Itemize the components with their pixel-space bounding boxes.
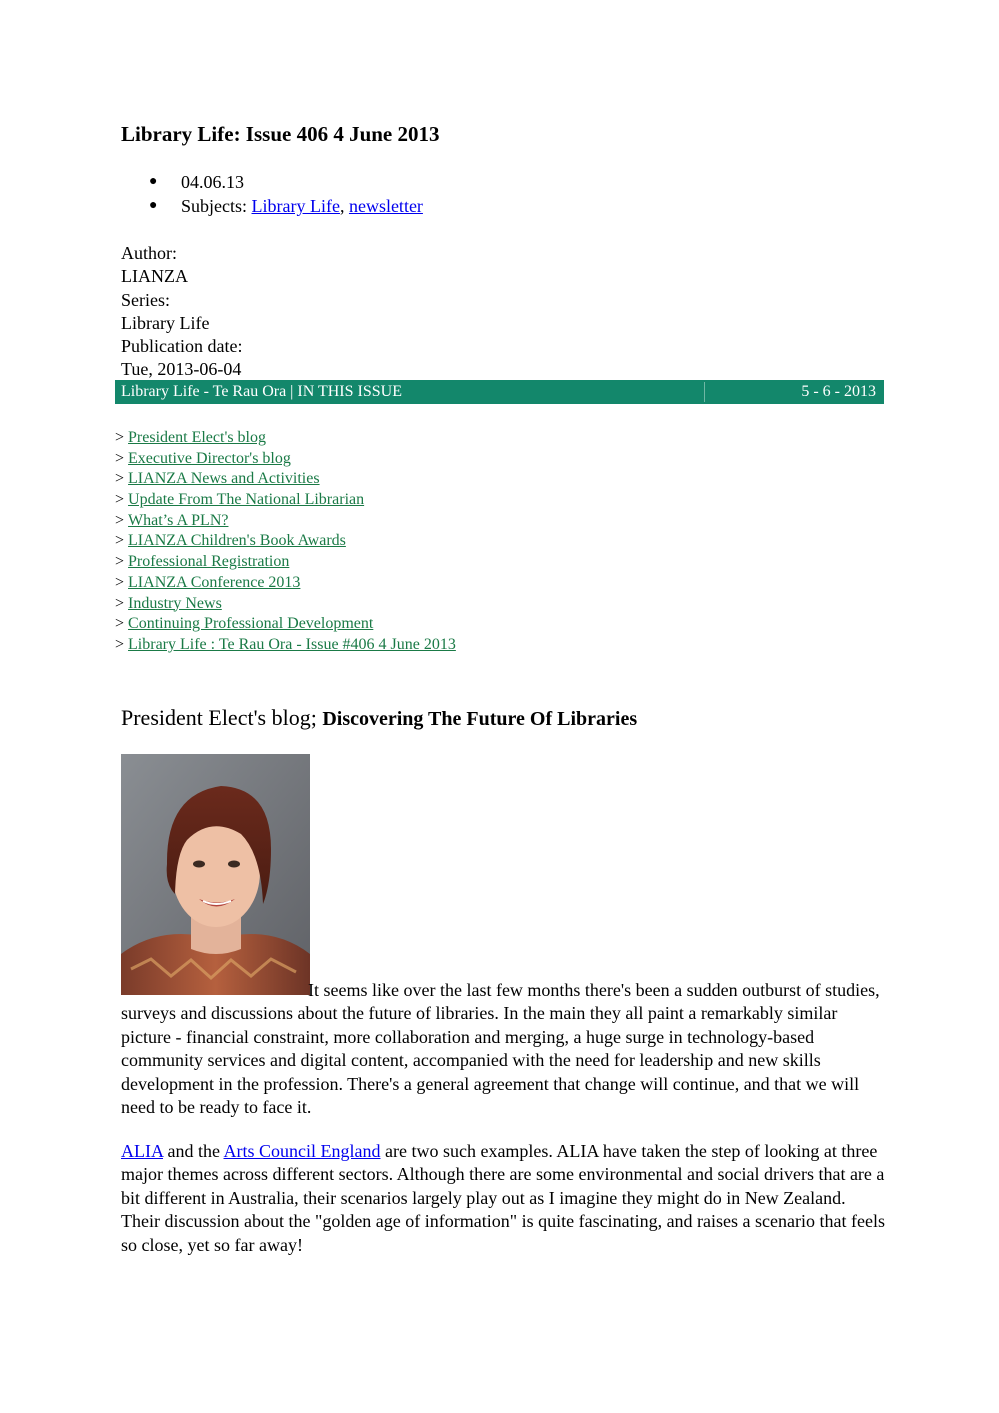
toc-link[interactable]: LIANZA Conference 2013 bbox=[128, 573, 301, 591]
article-meta-list bbox=[121, 170, 423, 218]
section-title: President Elect's blog; bbox=[121, 705, 323, 730]
toc-marker: > bbox=[115, 449, 125, 467]
toc-link[interactable]: Update From The National Librarian bbox=[128, 491, 365, 509]
toc-marker: > bbox=[115, 573, 125, 591]
page-title: Library Life: Issue 406 4 June 2013 bbox=[121, 122, 440, 146]
toc-item bbox=[115, 594, 456, 615]
toc-link[interactable]: President Elect's blog bbox=[128, 429, 266, 446]
toc-item bbox=[115, 614, 456, 635]
series-value: Library Life bbox=[121, 312, 210, 333]
toc-marker: > bbox=[115, 470, 125, 488]
toc-marker: > bbox=[115, 635, 125, 653]
paragraph-2-mid: and the bbox=[163, 1141, 224, 1161]
bullet-icon: ● bbox=[149, 174, 158, 189]
in-this-issue-list bbox=[115, 428, 456, 656]
banner-divider bbox=[704, 382, 705, 402]
toc-item bbox=[115, 635, 456, 656]
section-heading bbox=[121, 704, 637, 733]
list-item-date bbox=[121, 170, 423, 194]
toc-marker: > bbox=[115, 491, 125, 509]
toc-link[interactable]: What’s A PLN? bbox=[128, 511, 229, 529]
toc-link[interactable]: Professional Registration bbox=[128, 553, 290, 571]
subject-link-newsletter[interactable]: newsletter bbox=[348, 196, 423, 216]
article-date: 04.06.13 bbox=[181, 172, 244, 192]
pubdate-value: Tue, 2013-06-04 bbox=[121, 359, 242, 380]
list-item-subjects bbox=[121, 194, 423, 218]
pubdate-label: Publication date: bbox=[121, 336, 243, 357]
bullet-icon: ● bbox=[149, 198, 158, 213]
toc-item bbox=[115, 552, 456, 573]
toc-marker: > bbox=[115, 615, 125, 633]
toc-link[interactable]: LIANZA Children's Book Awards bbox=[128, 532, 346, 550]
alia-link[interactable]: ALIA bbox=[121, 1141, 163, 1161]
toc-link[interactable]: Industry News bbox=[128, 594, 222, 612]
toc-item bbox=[115, 511, 456, 532]
toc-item bbox=[115, 573, 456, 594]
author-value: LIANZA bbox=[121, 266, 188, 287]
subject-link-library-life[interactable]: Library Life bbox=[251, 196, 340, 216]
subjects-label: Subjects: bbox=[181, 196, 252, 216]
toc-item bbox=[115, 469, 456, 490]
section-subtitle: Discovering The Future Of Libraries bbox=[322, 708, 638, 730]
body-paragraph-1 bbox=[121, 979, 885, 1119]
toc-link[interactable]: Executive Director's blog bbox=[128, 449, 291, 467]
author-photo bbox=[121, 754, 310, 995]
toc-marker: > bbox=[115, 532, 125, 550]
toc-item bbox=[115, 449, 456, 470]
paragraph-1-text: It seems like over the last few months there's been a sudden outburst of studies, surveys and discussions about the future of libraries. In the main they all paint a remarkably similar picture - financial constraint, more collaboration and merging, a huge surge in technology-based community services and digital content, accompanied with the need for leadership and new skills development in the profession. There's a general agreement that change will continue, and that we will need to be ready to face it. bbox=[121, 980, 880, 1118]
toc-link[interactable]: Continuing Professional Development bbox=[128, 615, 374, 633]
toc-link[interactable]: LIANZA News and Activities bbox=[128, 470, 320, 488]
subjects-separator: , bbox=[339, 196, 349, 216]
toc-item bbox=[115, 531, 456, 552]
toc-item bbox=[115, 428, 456, 449]
toc-item bbox=[115, 490, 456, 511]
toc-marker: > bbox=[115, 553, 125, 571]
author-label: Author: bbox=[121, 243, 177, 263]
toc-marker: > bbox=[115, 594, 125, 612]
banner-date: 5 - 6 - 2013 bbox=[801, 383, 876, 400]
banner-title: Library Life - Te Rau Ora | IN THIS ISSUE bbox=[121, 383, 402, 400]
paragraph-2-text: are two such examples. ALIA have taken the step of looking at three major themes across different sectors. Although there are some environmental and social drivers that are a bit different in Australia, their scenarios largely play out as I imagine they might do in New Zealand. Their discussion about the "golden age of information" is quite fascinating, and raises a scenario that feels so close, yet so far away! bbox=[121, 1141, 885, 1255]
toc-link[interactable]: Library Life : Te Rau Ora - Issue #406 4 June 2013 bbox=[128, 635, 456, 653]
body-paragraph-2 bbox=[121, 1140, 885, 1257]
issue-banner bbox=[115, 380, 884, 404]
toc-marker: > bbox=[115, 429, 125, 446]
article-info bbox=[121, 242, 242, 382]
series-label: Series: bbox=[121, 289, 170, 310]
toc-marker: > bbox=[115, 511, 125, 529]
arts-council-link[interactable]: Arts Council England bbox=[223, 1141, 381, 1161]
